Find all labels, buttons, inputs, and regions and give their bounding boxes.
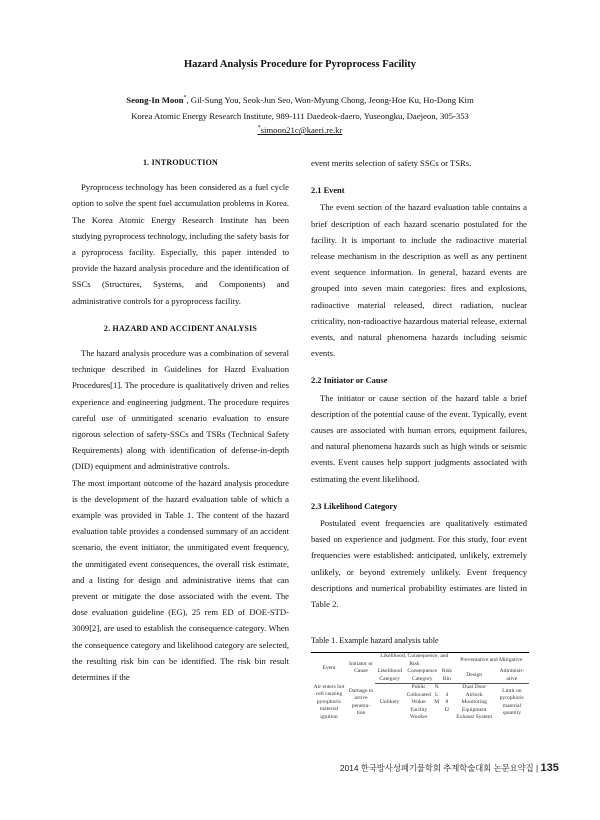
table-row (311, 684, 529, 722)
consequence-facility: Facility Wooker (409, 706, 428, 720)
footer-separator: | (536, 763, 539, 773)
email-mark: * (257, 125, 261, 132)
consequence-letter: N (434, 684, 439, 690)
cell-admin: Limit on pyrophoric material quantity (499, 687, 525, 717)
section-2-heading: 2. HAZARD AND ACCIDENT ANALYSIS (103, 323, 258, 333)
hazard-analysis-table (311, 652, 529, 722)
subsection-2-1-heading: 2.1 Event (311, 186, 345, 196)
section-1-heading: 1. INTRODUCTION (142, 158, 218, 167)
lead-author: Seong-In Moon (126, 95, 184, 105)
right-column (311, 155, 527, 612)
cell-initiator: Damage to active penetra-tion (348, 687, 374, 716)
affiliation: Korea Atomic Energy Research Institute, 989-111 Daedeok-daero, Yuseongku, Daejeon, 305-353 (131, 111, 469, 121)
corresponding-mark: * (183, 95, 187, 102)
paper-title: Hazard Analysis Procedure for Pyroprocess Facility (183, 59, 417, 70)
risk-bin: 4 (445, 691, 449, 698)
section-2-paragraph-1: The hazard analysis procedure was a combination of several technique described in Guidelines for Hazrd Evaluation Procedures[1]. The procedure is qualitatively driven and relies experience and engineering judgment. The procedure requires careful use of unmitigated scenario evaluation to ensure rigorous selection of safety-SSCs and TSRs (Technical Safety Requirements) along with identification of defense-in-depth (DID) equipment and administrative controls. (72, 348, 289, 472)
left-column (72, 155, 289, 685)
coauthors: , Gil-Sung You, Seok-Jun Seo, Won-Myung Chong, Jeong-Hoe Ku, Ho-Dong Kim (186, 95, 474, 105)
risk-bin: I2 (444, 706, 450, 713)
col-likelihood: Likelihood Category (375, 668, 404, 684)
cell-likelihood: Unlikely (379, 699, 400, 705)
cell-design: Dual Door Airlock Monitoring Equipment Exhaust System (456, 684, 493, 720)
subsection-2-3-heading: 2.3 Likelihood Category (311, 501, 398, 511)
consequence-collocated: Collocated Woker (406, 691, 431, 705)
section-1-paragraph: Pyroprocess technology has been considered as a fuel cycle option to solve the spent fuel accumulation problems in Korea. The Korea Atomic Energy Research Institute has been studying pyroprocess technology, including the safety basis for a pyroprocess facility. Especially, this paper intended to provide the hazard analysis procedure and the identification of SSCs (Structures, Systems, and Components) and administrative controls for a pyroprocess facility. (72, 182, 289, 306)
col-initiator: Initiator or Cause (347, 653, 375, 684)
consequence-letter: M (434, 699, 440, 705)
page-footer (340, 762, 559, 774)
cell-consequence (404, 684, 440, 722)
col-design: Design (454, 668, 495, 684)
author-list (0, 95, 600, 105)
table-1-caption: Table 1. Example hazard analysis table (311, 636, 439, 645)
risk-bin: 8 (445, 699, 449, 705)
col-consequence: Consequence Category (404, 668, 440, 684)
cell-risk (440, 684, 453, 722)
subsection-2-2-heading: 2.2 Initiator or Cause (311, 376, 388, 386)
cell-event: Air enters hot cell causing pyrophoric material ignition (313, 683, 345, 720)
proceedings-name: 2014 한국방사성폐기물학회 추계학술대회 논문요약집 (340, 763, 534, 773)
subsection-2-1-paragraph: The event section of the hazard evaluation table contains a brief description of each hazard scenario postulated for the facility. It is important to include the radioactive material release mechanism in the description as well as any pertinent event sequence information. In general, hazard events are grouped into seven main categories: fires and explosions, radioactive material released, direct radiation, nuclear criticality, non-radioactive hazardous material release, external events, and natural phenomena hazards including seismic events. (311, 202, 527, 359)
continued-text: event merits selection of safety SSCs or TSRs. (311, 158, 472, 168)
page-number: 135 (540, 762, 559, 774)
col-event: Event (311, 653, 347, 684)
email-line (0, 125, 600, 135)
col-group-lcr: Likelihood, Consequence, and Risk (375, 653, 454, 669)
consequence-public: Public (411, 684, 426, 690)
col-group-pm: Preventative and Mitigative (454, 653, 529, 669)
email: simoon21c@kaeri.re.kr (260, 125, 343, 135)
section-2-paragraph-2: The most important outcome of the hazard analysis procedure is the development of the hazard evaluation table of which a example was provided in Table 1. The content of the hazard evaluation table provides a condensed summary of an accident scenario, the event initiator, the unmitigated event frequency, the unmitigated event consequences, the overall risk estimate, and a listing for design and administrative items that can prevent or mitigate the dose associated with the event. The dose evaluation guideline (EG), 25 rem ED of DOE-STD-3009[2], are used to establish the consequence category. When the consequence category and likelihood category are selected, the resulting risk bin can be identified. The risk bin result determines if the (72, 477, 289, 683)
subsection-2-2-paragraph: The initiator or cause section of the hazard table a brief description of the potential cause of the event. Typically, event causes are associated with human errors, equipment failures, and natural phenomena hazards such as high winds or seismic events. Event causes help support judgments associated with estimating the event likelihood. (311, 392, 527, 484)
col-risk: Risk Bin (441, 668, 453, 682)
col-admin: Administr-ative (495, 668, 529, 684)
subsection-2-3-paragraph: Postulated event frequencies are qualitatively estimated based on experience and judgment. For this study, four event frequencies were established: anticipated, unlikely, extremely unlikely, or beyond extremely unlikely. Event frequency descriptions and numerical probability estimates are listed in Table 2. (311, 518, 527, 610)
consequence-letter: L (434, 691, 439, 698)
